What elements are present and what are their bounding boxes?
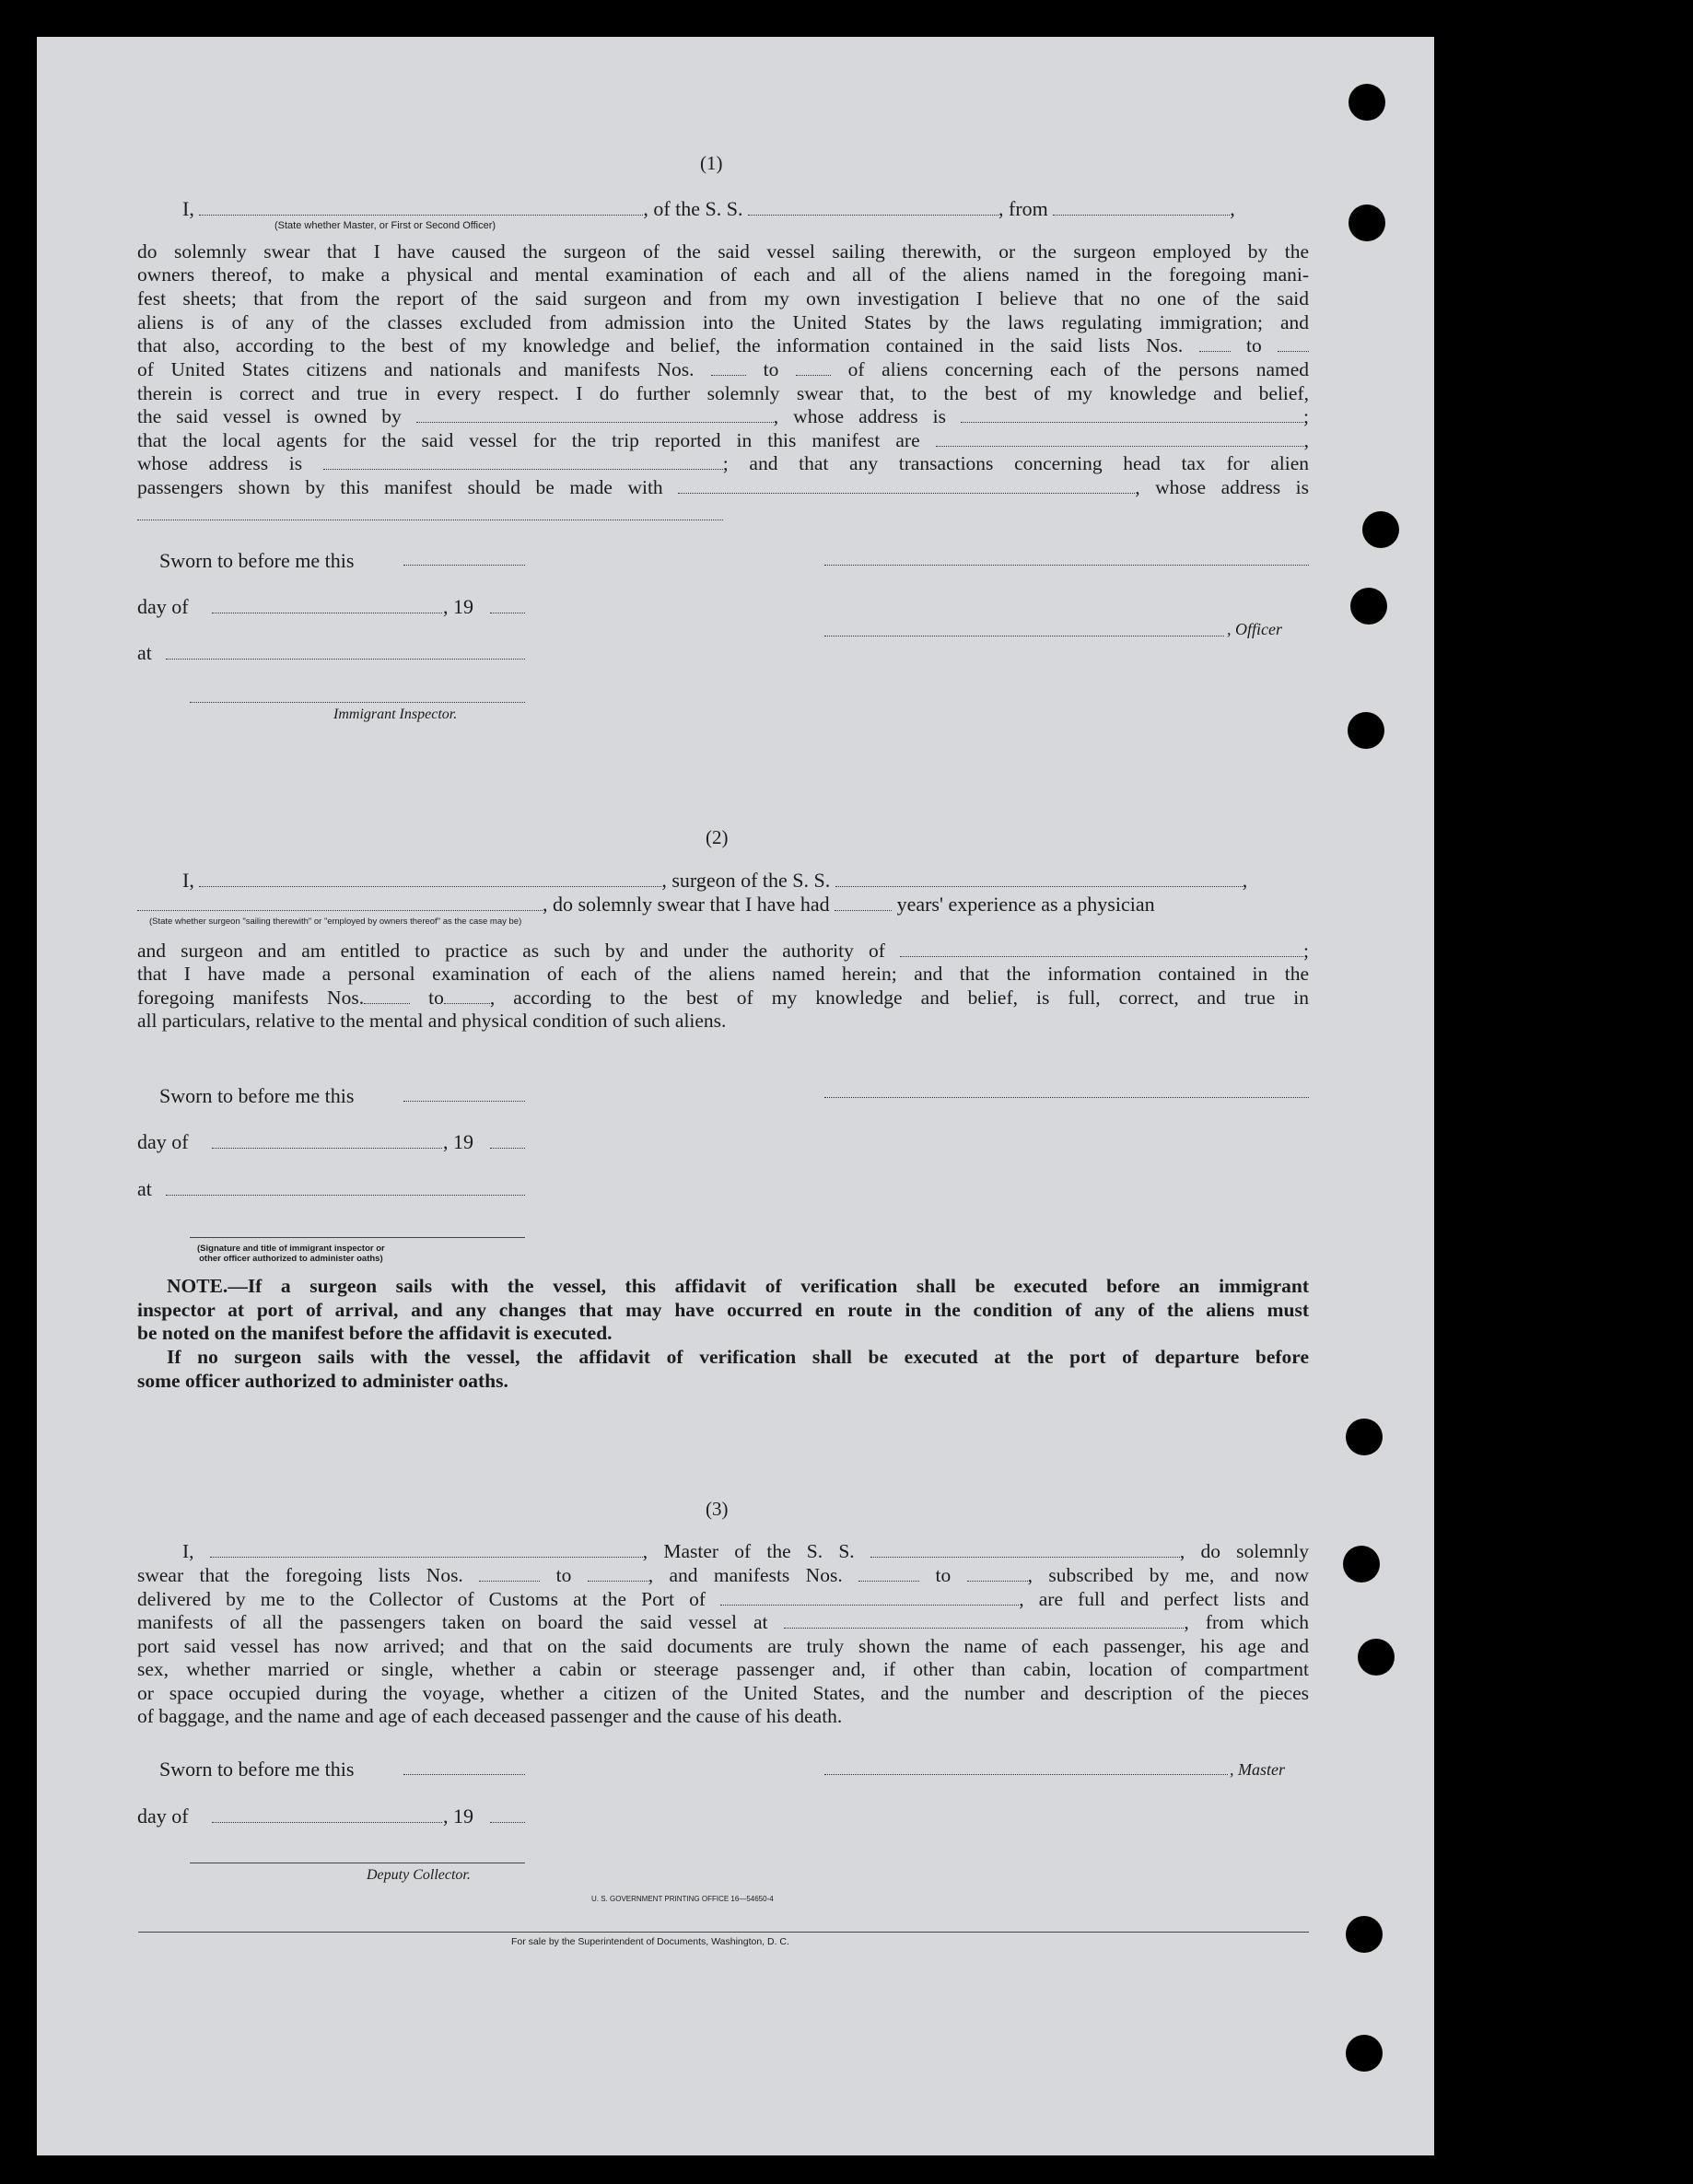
section-2-exam-line: that I have made a personal examination of each of the aliens named herein; and that the information contained in the (137, 963, 1309, 985)
day-of-label-1: day of (137, 595, 189, 618)
manifests-from-blank[interactable] (711, 374, 746, 376)
text: to (555, 1564, 572, 1586)
text: to (763, 358, 779, 380)
boarding-port-blank[interactable] (784, 1627, 1184, 1629)
section-1-whose-line (137, 452, 1309, 476)
text: foregoing manifests Nos. (137, 987, 365, 1009)
at-label-1: at (137, 641, 152, 664)
manifests-from-blank-2[interactable] (364, 1002, 410, 1004)
ship-name-blank[interactable] (748, 214, 998, 216)
section-1-body-line-4: aliens is of any of the classes excluded from admission into the United States by the laws regulating immigration; and (137, 311, 1309, 333)
text: of United States citizens and nationals and manifests Nos. (137, 358, 695, 380)
officer-name-blank[interactable] (199, 214, 643, 216)
place-blank-1[interactable] (166, 659, 525, 660)
text: and surgeon and am entitled to practice as such by and under the authority of (137, 940, 885, 962)
manifests-to-blank-3[interactable] (967, 1580, 1028, 1582)
note-paragraph-line-2: inspector at port of arrival, and any changes that may have occurred en route in the condition of any of the aliens must (137, 1299, 1309, 1321)
for-sale-line: For sale by the Superintendent of Documents, Washington, D. C. (511, 1936, 789, 1947)
section-1-lists-line (137, 334, 1309, 358)
text: , are full and perfect lists and (1019, 1588, 1310, 1610)
section-3-fourth-line (137, 1611, 1309, 1635)
section-1-passengers-line (137, 476, 1309, 500)
sworn-date-blank-1[interactable] (403, 565, 525, 566)
local-agents-blank[interactable] (936, 445, 1304, 447)
month-blank-3[interactable] (212, 1822, 442, 1823)
officer-title-blank[interactable] (824, 636, 1224, 637)
section-1-owned-line (137, 405, 1309, 429)
text: , from which (1184, 1611, 1309, 1633)
text: , and manifests Nos. (648, 1564, 843, 1586)
year-label-2: , 19 (443, 1130, 473, 1153)
note-paragraph-line-3: be noted on the manifest before the affidavit is executed. (137, 1322, 613, 1344)
manifests-to-blank[interactable] (796, 374, 831, 376)
signature-title-note (197, 1244, 385, 1264)
section-3-body-line-2: sex, whether married or single, whether a cabin or steerage passenger and, if other than cabin, location of compartment (137, 1658, 1309, 1680)
port-blank[interactable] (720, 1604, 1019, 1606)
gpo-imprint: U. S. GOVERNMENT PRINTING OFFICE 16—54650-4 (591, 1895, 774, 1903)
text: If no surgeon sails with the vessel, the affidavit of verification shall be executed at the port of departure before (167, 1346, 1309, 1368)
day-of-label-3: day of (137, 1804, 189, 1828)
text: ; (1303, 405, 1309, 427)
surgeon-signature-blank[interactable] (824, 1097, 1309, 1098)
text: to (1245, 334, 1262, 356)
years-experience-blank[interactable] (835, 909, 892, 911)
master-name-blank[interactable] (210, 1556, 643, 1558)
master-label: , Master (1230, 1760, 1285, 1779)
label-of-ss: , of the S. S. (643, 197, 743, 220)
label-i: I, (182, 869, 194, 892)
punch-hole (1346, 1916, 1383, 1953)
punch-hole (1346, 1419, 1383, 1455)
section-3-body-line-1: port said vessel has now arrived; and that on the said documents are truly shown the name of each passenger, his age and (137, 1635, 1309, 1657)
text: to (935, 1564, 952, 1586)
text: ; (1303, 940, 1310, 962)
label-i: I, (182, 1540, 194, 1562)
punch-hole (1350, 588, 1387, 625)
punch-hole (1349, 204, 1385, 241)
lists-to-blank[interactable] (1278, 350, 1309, 352)
month-blank-2[interactable] (212, 1148, 442, 1149)
section-2-second-line (137, 893, 1155, 917)
day-of-label-2: day of (137, 1130, 189, 1153)
text: delivered by me to the Collector of Customs at the Port of (137, 1588, 706, 1610)
place-blank-2[interactable] (166, 1195, 525, 1196)
text: of aliens concerning each of the persons named (847, 358, 1310, 380)
officer-rank-note: (State whether Master, or First or Second Officer) (274, 220, 496, 231)
text: years' experience as a physician (896, 893, 1155, 916)
section-3-body-line-4: of baggage, and the name and age of each deceased passenger and the cause of his death. (137, 1705, 843, 1727)
surgeon-status-note: (State whether surgeon "sailing therewith" or "employed by owners thereof" as the case may be) (149, 917, 522, 927)
officer-label: , Officer (1227, 620, 1282, 638)
note-paragraph-line-4 (137, 1346, 1309, 1370)
master-signature-blank[interactable] (824, 1774, 1228, 1775)
lists-from-blank[interactable] (1199, 350, 1231, 352)
section-1-agents-line (137, 429, 1309, 453)
inspector-signature-line-2[interactable] (190, 1237, 525, 1238)
manifests-to-blank-2[interactable] (444, 1002, 490, 1004)
section-1-correct-line: therein is correct and true in every respect. I do further solemnly swear that, to the best of my knowledge and belief, (137, 382, 1309, 404)
section-3-number: (3) (706, 1498, 729, 1520)
manifests-from-blank-3[interactable] (858, 1580, 919, 1582)
text: swear that the foregoing lists Nos. (137, 1564, 463, 1586)
agents-address-blank[interactable] (323, 468, 723, 470)
text: —If a surgeon sails with the vessel, this affidavit of verification shall be executed before an immigrant (228, 1275, 1309, 1297)
section-1-first-line (182, 197, 1235, 221)
footer-rule (138, 1932, 1309, 1933)
sworn-date-blank-3[interactable] (403, 1774, 525, 1775)
manifest-form-sheet (37, 37, 1434, 2155)
punch-hole (1343, 1546, 1380, 1583)
owner-blank[interactable] (416, 421, 774, 423)
note-line: (Signature and title of immigrant inspector or (197, 1244, 385, 1254)
year-blank-3[interactable] (490, 1822, 525, 1823)
text: , whose address is (773, 405, 946, 427)
sworn-label-3: Sworn to before me this (159, 1758, 355, 1781)
comma: , (1242, 869, 1248, 892)
section-1-number: (1) (700, 152, 723, 174)
text: that the local agents for the said vessel for the trip reported in this manifest are (137, 429, 920, 451)
owner-address-blank[interactable] (961, 421, 1303, 423)
at-label-2: at (137, 1177, 152, 1200)
punch-hole (1358, 1639, 1395, 1676)
section-2-foregoing-line (137, 987, 1309, 1010)
section-3-first-line (137, 1540, 1309, 1564)
text: manifests of all the passengers taken on board the said vessel at (137, 1611, 768, 1633)
text: , do solemnly swear that I have had (543, 893, 830, 916)
surgeon-name-blank[interactable] (199, 885, 661, 887)
year-blank-2[interactable] (490, 1148, 525, 1149)
surgeon-ship-blank[interactable] (835, 885, 1243, 887)
note-label: NOTE. (167, 1275, 228, 1297)
section-1-body-line-2: owners thereof, to make a physical and mental examination of each and all of the aliens named in the foregoing mani- (137, 263, 1309, 286)
deputy-collector-label: Deputy Collector. (367, 1867, 471, 1883)
text: passengers shown by this manifest should be made with (137, 476, 663, 498)
section-2-particulars-line: all particulars, relative to the mental and physical condition of such aliens. (137, 1010, 727, 1032)
inspector-signature-blank[interactable] (190, 702, 525, 703)
text: whose address is (137, 452, 303, 474)
section-2-first-line (182, 869, 1247, 893)
text: that also, according to the best of my knowledge and belief, the information contained in the said lists Nos. (137, 334, 1184, 356)
text: to (428, 987, 444, 1009)
punch-hole (1349, 84, 1385, 121)
sworn-label-1: Sworn to before me this (159, 549, 355, 572)
section-3-third-line (137, 1588, 1309, 1612)
text: , according to the best of my knowledge and belief, is full, correct, and true in (489, 987, 1310, 1009)
lists-from-blank-3[interactable] (479, 1580, 540, 1582)
immigrant-inspector-label: Immigrant Inspector. (333, 707, 458, 722)
note-paragraph-line-5: some officer authorized to administer oaths. (137, 1370, 508, 1392)
lists-to-blank-3[interactable] (588, 1580, 648, 1582)
section-1-body-line-3: fest sheets; that from the report of the said surgeon and from my own investigation I believe that no one of the said (137, 287, 1309, 309)
section-2-number: (2) (706, 826, 729, 848)
text: , subscribed by me, and now (1027, 1564, 1310, 1586)
text: ; and that any transactions concerning head tax for alien (722, 452, 1309, 474)
year-label-1: , 19 (443, 595, 473, 618)
label-from: , from (998, 197, 1048, 220)
section-3-second-line (137, 1564, 1309, 1588)
text: , Master of the S. S. (642, 1540, 855, 1562)
punch-hole (1346, 2035, 1383, 2072)
authority-blank[interactable] (900, 955, 1303, 957)
head-tax-contact-blank[interactable] (678, 492, 1135, 494)
departure-port-blank[interactable] (1053, 214, 1230, 216)
surgeon-status-blank[interactable] (137, 909, 543, 911)
section-2-authority-line (137, 940, 1309, 964)
section-3-body-line-3: or space occupied during the voyage, whether a citizen of the United States, and the number and description of the pieces (137, 1682, 1309, 1704)
master-ship-blank[interactable] (870, 1556, 1180, 1558)
text: , do solemnly (1179, 1540, 1309, 1562)
note-paragraph-line-1 (137, 1275, 1309, 1299)
label-i: I, (182, 197, 194, 220)
text: the said vessel is owned by (137, 405, 402, 427)
sworn-label-2: Sworn to before me this (159, 1084, 355, 1107)
section-1-body-line-1: do solemnly swear that I have caused the surgeon of the said vessel sailing therewith, or the surgeon employed by the (137, 240, 1309, 263)
punch-hole (1362, 511, 1399, 548)
text: , (1303, 429, 1310, 451)
sworn-date-blank-2[interactable] (403, 1101, 525, 1102)
comma: , (1230, 197, 1235, 220)
label-surgeon-of: , surgeon of the S. S. (661, 869, 831, 892)
note-line: other officer authorized to administer oaths) (199, 1254, 383, 1264)
text: , whose address is (1135, 476, 1309, 498)
officer-signature-blank[interactable] (824, 565, 1309, 566)
year-label-3: , 19 (443, 1804, 473, 1828)
section-1-citizens-line (137, 358, 1309, 382)
punch-hole (1348, 712, 1384, 749)
